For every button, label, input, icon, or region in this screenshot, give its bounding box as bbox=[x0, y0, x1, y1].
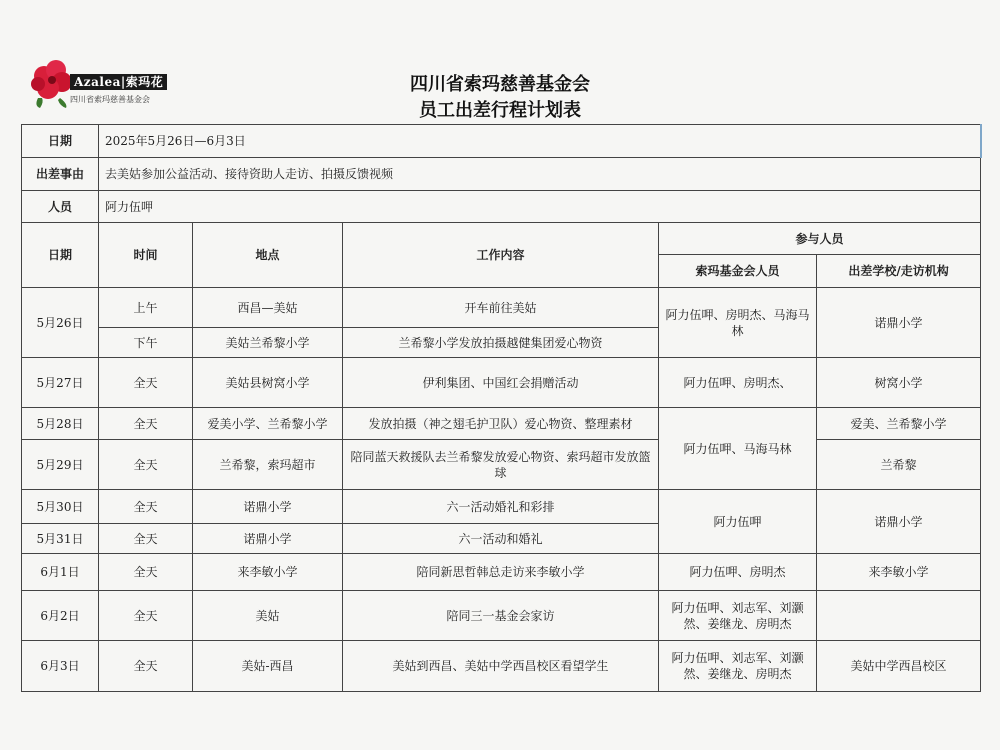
summary-row-staff bbox=[22, 191, 981, 223]
header-participants: 参与人员 bbox=[659, 223, 981, 255]
header-school: 出差学校/走访机构 bbox=[817, 255, 981, 288]
logo-subtitle: 四川省索玛慈善基金会 bbox=[70, 95, 150, 104]
header-time: 时间 bbox=[99, 223, 193, 288]
row-date: 5月30日 bbox=[22, 490, 99, 524]
table-row bbox=[22, 288, 981, 328]
row-staff: 阿力伍呷、马海马林 bbox=[659, 408, 817, 490]
header-place: 地点 bbox=[193, 223, 343, 288]
row-date: 6月3日 bbox=[22, 641, 99, 692]
document-title: 四川省索玛慈善基金会 bbox=[410, 74, 590, 95]
row-school: 来李敏小学 bbox=[817, 554, 981, 591]
row-date: 6月1日 bbox=[22, 554, 99, 591]
row-school: 树窝小学 bbox=[817, 358, 981, 408]
row-place: 爱美小学、兰希黎小学 bbox=[193, 408, 343, 440]
row-time: 下午 bbox=[99, 328, 193, 358]
row-date: 5月29日 bbox=[22, 440, 99, 490]
row-time: 全天 bbox=[99, 641, 193, 692]
row-place: 美姑-西昌 bbox=[193, 641, 343, 692]
row-place: 来李敏小学 bbox=[193, 554, 343, 591]
row-school: 兰希黎 bbox=[817, 440, 981, 490]
row-work: 陪同新思哲韩总走访来李敏小学 bbox=[343, 554, 659, 591]
row-school: 诺鼎小学 bbox=[817, 490, 981, 554]
header-work: 工作内容 bbox=[343, 223, 659, 288]
row-school: 美姑中学西昌校区 bbox=[817, 641, 981, 692]
row-work: 陪同蓝天救援队去兰希黎发放爱心物资、索玛超市发放篮球 bbox=[343, 440, 659, 490]
row-work: 六一活动婚礼和彩排 bbox=[343, 490, 659, 524]
itinerary-table bbox=[21, 124, 982, 692]
row-place: 美姑 bbox=[193, 591, 343, 641]
table-row bbox=[22, 490, 981, 524]
row-place: 美姑县树窝小学 bbox=[193, 358, 343, 408]
row-staff: 阿力伍呷、房明杰 bbox=[659, 554, 817, 591]
row-date: 5月26日 bbox=[22, 288, 99, 358]
row-time: 全天 bbox=[99, 490, 193, 524]
table-row bbox=[22, 591, 981, 641]
document-subtitle: 员工出差行程计划表 bbox=[419, 100, 581, 121]
row-work: 六一活动和婚礼 bbox=[343, 524, 659, 554]
table-header-row bbox=[22, 223, 981, 255]
row-time: 上午 bbox=[99, 288, 193, 328]
row-staff: 阿力伍呷、房明杰、马海马林 bbox=[659, 288, 817, 358]
summary-row-date bbox=[22, 125, 981, 158]
row-place: 诺鼎小学 bbox=[193, 524, 343, 554]
row-time: 全天 bbox=[99, 554, 193, 591]
table-row bbox=[22, 440, 981, 490]
row-staff: 阿力伍呷、刘志军、刘灏然、姜继龙、房明杰 bbox=[659, 641, 817, 692]
row-date: 5月28日 bbox=[22, 408, 99, 440]
row-place: 西昌—美姑 bbox=[193, 288, 343, 328]
summary-reason-value: 去美姑参加公益活动、接待资助人走访、拍摄反馈视频 bbox=[99, 158, 981, 191]
summary-reason-label: 出差事由 bbox=[22, 158, 99, 191]
table-row bbox=[22, 641, 981, 692]
header-date: 日期 bbox=[22, 223, 99, 288]
summary-staff-label: 人员 bbox=[22, 191, 99, 223]
summary-row-reason bbox=[22, 158, 981, 191]
row-time: 全天 bbox=[99, 591, 193, 641]
row-school bbox=[817, 591, 981, 641]
row-staff: 阿力伍呷、刘志军、刘灏然、姜继龙、房明杰 bbox=[659, 591, 817, 641]
row-staff: 阿力伍呷 bbox=[659, 490, 817, 554]
row-work: 兰希黎小学发放拍摄越健集团爱心物资 bbox=[343, 328, 659, 358]
row-date: 5月27日 bbox=[22, 358, 99, 408]
row-time: 全天 bbox=[99, 440, 193, 490]
row-staff: 阿力伍呷、房明杰、 bbox=[659, 358, 817, 408]
row-work: 开车前往美姑 bbox=[343, 288, 659, 328]
row-date: 6月2日 bbox=[22, 591, 99, 641]
row-place: 诺鼎小学 bbox=[193, 490, 343, 524]
header-foundation-staff: 索玛基金会人员 bbox=[659, 255, 817, 288]
row-date: 5月31日 bbox=[22, 524, 99, 554]
row-work: 陪同三一基金会家访 bbox=[343, 591, 659, 641]
logo-wordmark: Azalea|索玛花 bbox=[70, 74, 167, 90]
summary-date-value: 2025年5月26日—6月3日 bbox=[99, 125, 981, 158]
table-row bbox=[22, 408, 981, 440]
summary-staff-value: 阿力伍呷 bbox=[99, 191, 981, 223]
summary-date-label: 日期 bbox=[22, 125, 99, 158]
row-school: 爱美、兰希黎小学 bbox=[817, 408, 981, 440]
row-work: 伊利集团、中国红会捐赠活动 bbox=[343, 358, 659, 408]
table-row bbox=[22, 358, 981, 408]
row-time: 全天 bbox=[99, 408, 193, 440]
row-school: 诺鼎小学 bbox=[817, 288, 981, 358]
row-time: 全天 bbox=[99, 524, 193, 554]
row-place: 兰希黎，索玛超市 bbox=[193, 440, 343, 490]
row-time: 全天 bbox=[99, 358, 193, 408]
row-place: 美姑兰希黎小学 bbox=[193, 328, 343, 358]
table-row bbox=[22, 554, 981, 591]
row-work: 发放拍摄（神之翅毛护卫队）爱心物资、整理素材 bbox=[343, 408, 659, 440]
row-work: 美姑到西昌、美姑中学西昌校区看望学生 bbox=[343, 641, 659, 692]
